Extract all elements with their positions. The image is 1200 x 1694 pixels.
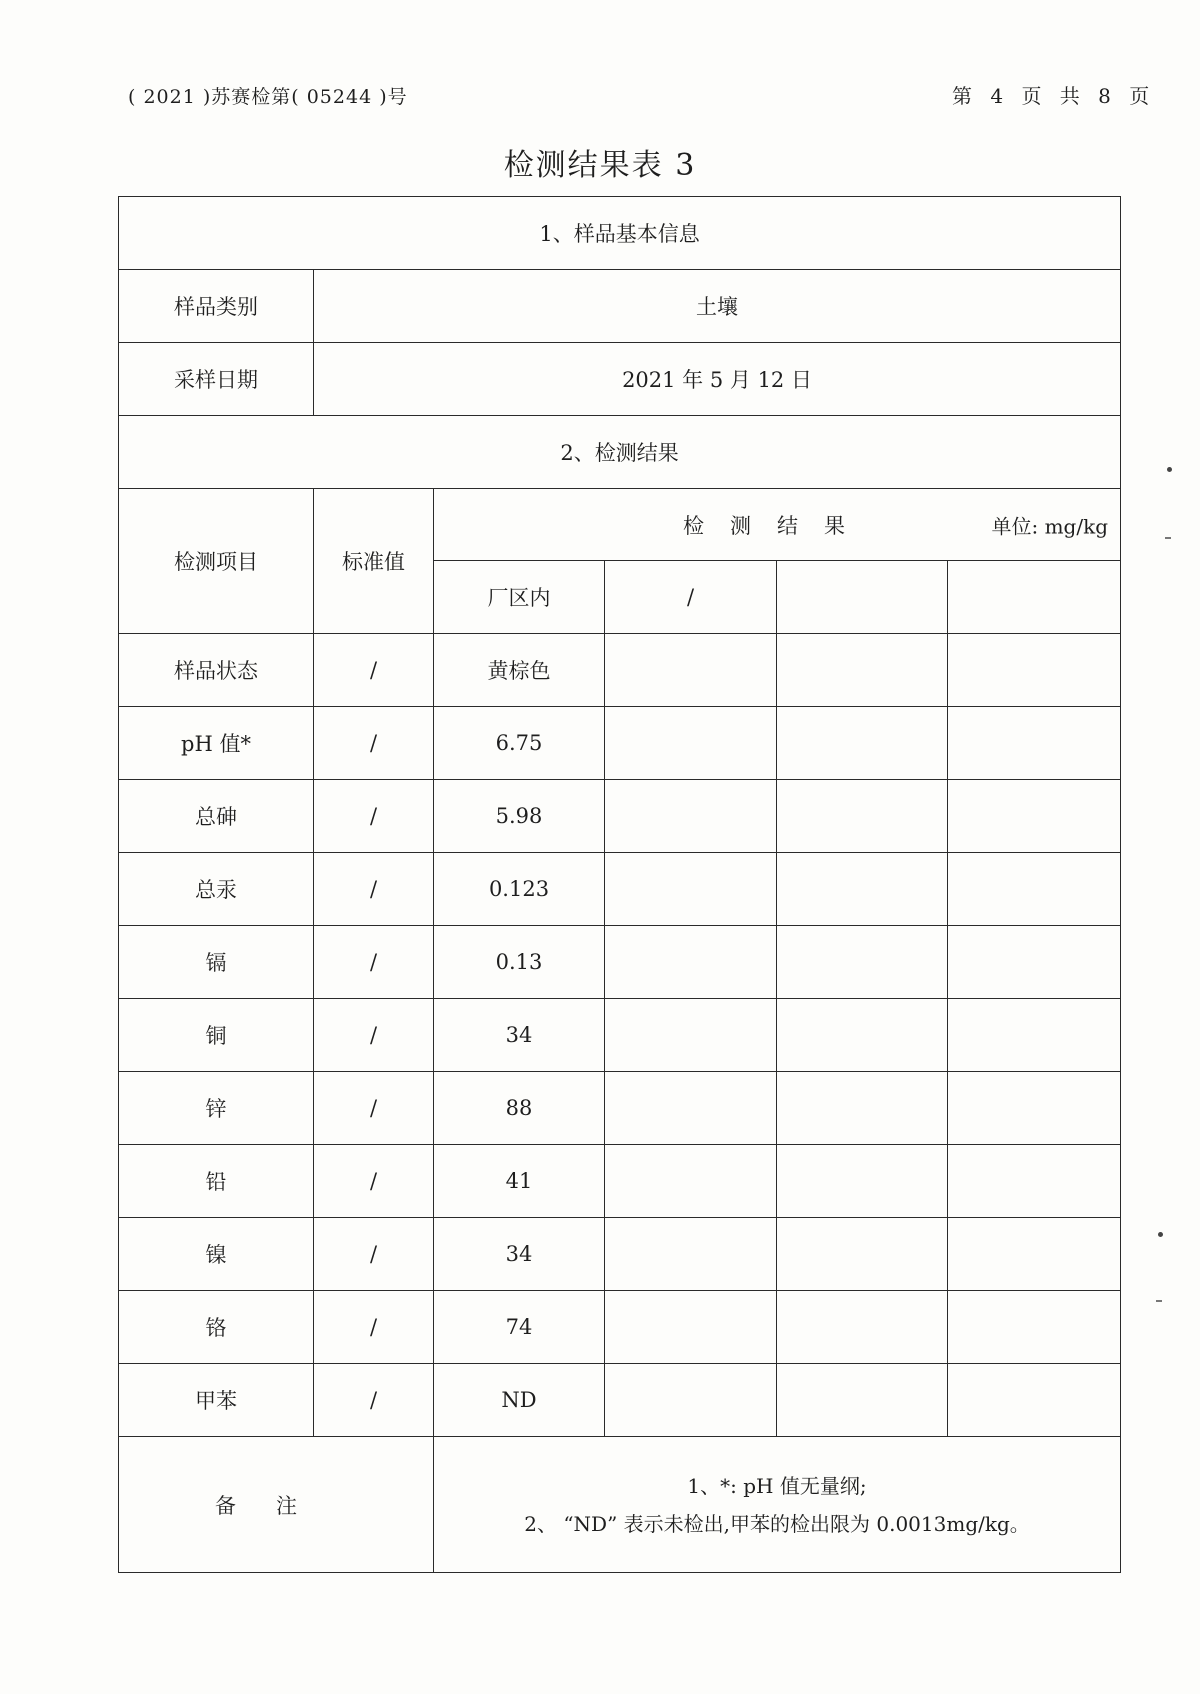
result-cell xyxy=(777,1218,948,1291)
table-row xyxy=(119,707,1121,780)
table-row xyxy=(119,853,1121,926)
standard-cell: / xyxy=(314,634,434,707)
result-cell xyxy=(948,1218,1121,1291)
result-rows xyxy=(119,634,1121,1437)
table-row xyxy=(119,999,1121,1072)
item-cell: 甲苯 xyxy=(119,1364,314,1437)
standard-cell: / xyxy=(314,926,434,999)
section1-heading-row xyxy=(119,197,1121,270)
remarks-label: 备注 xyxy=(119,1437,434,1573)
result-cell: 41 xyxy=(434,1145,605,1218)
results-title: 检测结果 xyxy=(683,513,872,538)
result-cell xyxy=(605,926,777,999)
info-label: 采样日期 xyxy=(119,343,314,416)
result-cell xyxy=(605,1364,777,1437)
location-cell xyxy=(948,561,1121,634)
scan-speck xyxy=(1167,467,1172,472)
info-value: 2021 年 5 月 12 日 xyxy=(314,343,1121,416)
location-cell: 厂区内 xyxy=(434,561,605,634)
result-cell xyxy=(948,926,1121,999)
table-row xyxy=(119,1145,1121,1218)
document-title: 检测结果表 3 xyxy=(503,148,697,183)
standard-cell: / xyxy=(314,1291,434,1364)
item-cell: 总汞 xyxy=(119,853,314,926)
item-cell: 总砷 xyxy=(119,780,314,853)
result-cell xyxy=(777,1291,948,1364)
result-cell xyxy=(605,634,777,707)
item-cell: 铜 xyxy=(119,999,314,1072)
standard-cell: / xyxy=(314,707,434,780)
report-number: ( 2021 )苏赛检第( 05244 )号 xyxy=(128,86,408,108)
unit-label: 单位: mg/kg xyxy=(991,514,1109,538)
scan-speck xyxy=(1156,1300,1162,1302)
remark-note: 1、*: pH 值无量纲; xyxy=(687,1473,867,1498)
results-header-row xyxy=(119,489,1121,561)
results-table xyxy=(118,196,1121,1573)
remarks-notes xyxy=(434,1437,1121,1573)
item-cell: 样品状态 xyxy=(119,634,314,707)
result-cell xyxy=(948,1291,1121,1364)
result-cell xyxy=(777,634,948,707)
item-cell: 锌 xyxy=(119,1072,314,1145)
result-cell: 黄棕色 xyxy=(434,634,605,707)
section2-heading-row xyxy=(119,416,1121,489)
result-cell xyxy=(605,1145,777,1218)
result-cell xyxy=(605,999,777,1072)
result-cell xyxy=(948,780,1121,853)
standard-cell: / xyxy=(314,1364,434,1437)
standard-cell: / xyxy=(314,1072,434,1145)
col-header-item: 检测项目 xyxy=(119,489,314,634)
result-cell xyxy=(777,707,948,780)
result-cell: 0.123 xyxy=(434,853,605,926)
result-cell: 88 xyxy=(434,1072,605,1145)
result-cell xyxy=(777,1145,948,1218)
scan-speck xyxy=(1158,1232,1163,1237)
result-cell: 6.75 xyxy=(434,707,605,780)
result-cell xyxy=(948,634,1121,707)
result-cell xyxy=(605,1291,777,1364)
table-row xyxy=(119,926,1121,999)
info-label: 样品类别 xyxy=(119,270,314,343)
scan-speck xyxy=(1165,537,1171,539)
remark-note: 2、 “ND” 表示未检出,甲苯的检出限为 0.0013mg/kg。 xyxy=(524,1511,1030,1536)
result-cell xyxy=(777,1072,948,1145)
result-cell xyxy=(948,999,1121,1072)
standard-cell: / xyxy=(314,1145,434,1218)
result-cell xyxy=(777,853,948,926)
table-row xyxy=(119,1291,1121,1364)
result-cell xyxy=(605,707,777,780)
result-cell xyxy=(948,707,1121,780)
col-header-results xyxy=(434,489,1121,561)
result-cell xyxy=(948,853,1121,926)
result-cell xyxy=(605,853,777,926)
info-value: 土壤 xyxy=(314,270,1121,343)
standard-cell: / xyxy=(314,999,434,1072)
table-row xyxy=(119,1364,1121,1437)
result-cell xyxy=(948,1364,1121,1437)
result-cell xyxy=(777,999,948,1072)
result-cell: 74 xyxy=(434,1291,605,1364)
item-cell: pH 值* xyxy=(119,707,314,780)
table-row xyxy=(119,1218,1121,1291)
result-cell xyxy=(948,1072,1121,1145)
location-cell: / xyxy=(605,561,777,634)
item-cell: 镉 xyxy=(119,926,314,999)
result-cell xyxy=(605,1218,777,1291)
col-header-standard: 标准值 xyxy=(314,489,434,634)
standard-cell: / xyxy=(314,853,434,926)
item-cell: 镍 xyxy=(119,1218,314,1291)
info-row-sampling-date xyxy=(119,343,1121,416)
result-cell: 34 xyxy=(434,1218,605,1291)
location-cell xyxy=(777,561,948,634)
standard-cell: / xyxy=(314,780,434,853)
section1-heading: 1、样品基本信息 xyxy=(119,197,1121,270)
result-cell: 0.13 xyxy=(434,926,605,999)
result-cell xyxy=(948,1145,1121,1218)
result-cell xyxy=(605,1072,777,1145)
table-row xyxy=(119,1072,1121,1145)
info-row-sample-type xyxy=(119,270,1121,343)
result-cell xyxy=(777,926,948,999)
item-cell: 铬 xyxy=(119,1291,314,1364)
table-row xyxy=(119,780,1121,853)
item-cell: 铅 xyxy=(119,1145,314,1218)
result-cell xyxy=(777,780,948,853)
table-row xyxy=(119,634,1121,707)
section2-heading: 2、检测结果 xyxy=(119,416,1121,489)
result-cell: 34 xyxy=(434,999,605,1072)
page-info: 第 4 页 共 8 页 xyxy=(952,84,1152,108)
result-cell: 5.98 xyxy=(434,780,605,853)
standard-cell: / xyxy=(314,1218,434,1291)
result-cell xyxy=(605,780,777,853)
result-cell: ND xyxy=(434,1364,605,1437)
remarks-row xyxy=(119,1437,1121,1573)
result-cell xyxy=(777,1364,948,1437)
